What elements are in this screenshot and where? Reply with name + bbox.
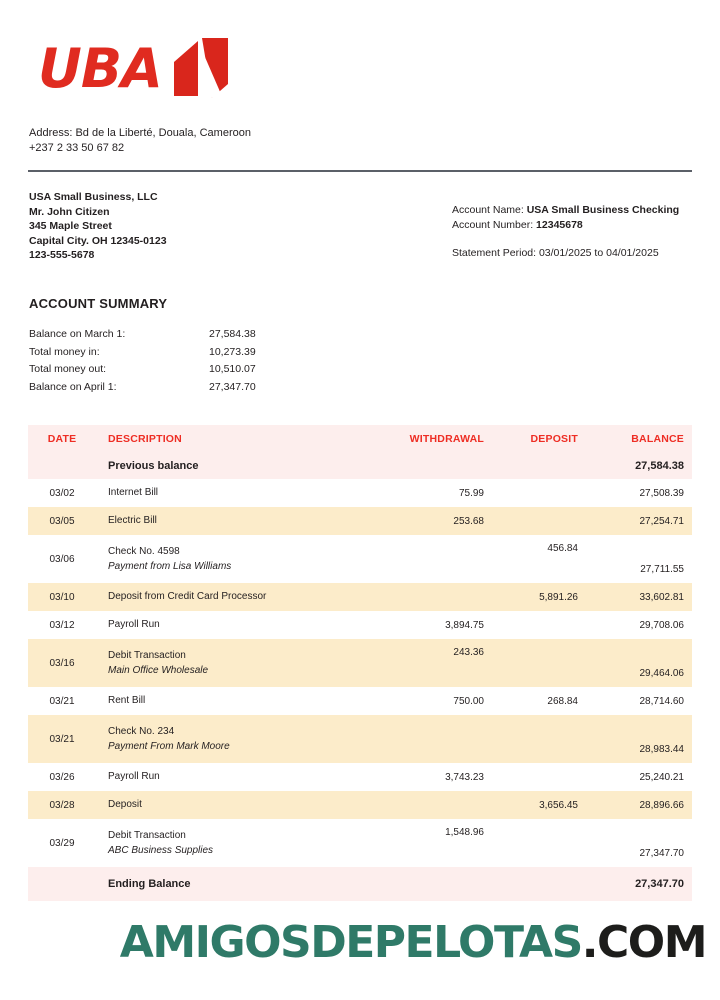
table-row <box>28 687 692 715</box>
row-deposit: 3,656.45 <box>539 799 578 811</box>
row-description-main: Payroll Run <box>108 619 160 630</box>
row-date: 03/06 <box>49 553 75 565</box>
table-row <box>28 639 692 687</box>
row-balance: 29,464.06 <box>639 668 684 679</box>
row-balance: 27,347.70 <box>639 848 684 859</box>
row-description-main: Check No. 234 <box>108 725 175 737</box>
summary-label: Total money out: <box>29 363 107 375</box>
row-date: 03/29 <box>49 837 75 849</box>
customer-street: 345 Maple Street <box>29 220 112 233</box>
customer-city-state-zip: Capital City. OH 12345-0123 <box>29 234 167 247</box>
row-description <box>96 829 378 858</box>
table-row <box>28 535 692 583</box>
table-row <box>28 819 692 867</box>
summary-label: Total money in: <box>29 345 100 358</box>
account-name-row <box>452 203 679 218</box>
row-description <box>96 770 378 784</box>
account-name-label: Account Name: <box>452 204 524 216</box>
row-withdrawal: 75.99 <box>458 487 484 499</box>
summary-value: 10,510.07 <box>209 363 256 375</box>
column-header-description: DESCRIPTION <box>108 433 182 445</box>
row-balance: 25,240.21 <box>639 771 684 783</box>
row-deposit <box>496 639 588 647</box>
row-description-sub: Main Office Wholesale <box>108 664 209 676</box>
row-description-main: Internet Bill <box>108 487 159 498</box>
row-deposit: 456.84 <box>547 543 578 554</box>
account-name-value: USA Small Business Checking <box>526 204 680 216</box>
account-summary-title: ACCOUNT SUMMARY <box>29 296 168 311</box>
bank-phone: +237 2 33 50 67 82 <box>29 142 125 154</box>
row-description-main: Rent Bill <box>108 695 146 706</box>
bank-logo <box>38 33 230 105</box>
row-balance: 27,508.39 <box>639 487 684 499</box>
summary-value: 27,347.70 <box>209 380 256 393</box>
row-description <box>96 618 378 632</box>
table-row <box>28 479 692 507</box>
ending-balance-row <box>28 867 692 901</box>
row-description-main: Electric Bill <box>108 515 157 526</box>
row-description-sub: ABC Business Supplies <box>108 844 214 856</box>
row-balance: 28,983.44 <box>639 744 684 755</box>
previous-balance-row <box>28 453 692 479</box>
summary-value: 10,273.39 <box>209 345 256 358</box>
account-number-label: Account Number: <box>452 218 534 231</box>
row-description <box>96 649 378 678</box>
bank-logo-text: UBA <box>38 37 162 100</box>
table-row <box>28 611 692 639</box>
row-description-main: Debit Transaction <box>108 829 186 841</box>
row-deposit: 5,891.26 <box>539 591 578 603</box>
summary-label: Balance on March 1: <box>29 328 126 340</box>
column-header-deposit: DEPOSIT <box>530 433 578 445</box>
row-description <box>96 798 378 812</box>
row-balance: 29,708.06 <box>639 619 684 631</box>
summary-row <box>29 361 329 379</box>
summary-label: Balance on April 1: <box>29 380 117 393</box>
row-description-sub: Payment from Lisa Williams <box>108 560 232 572</box>
row-description <box>96 486 378 500</box>
column-header-withdrawal: WITHDRAWAL <box>409 433 484 445</box>
row-description-sub: Payment From Mark Moore <box>108 740 230 752</box>
row-withdrawal: 750.00 <box>453 695 484 707</box>
row-date: 03/21 <box>49 733 75 745</box>
transactions-table <box>28 425 692 901</box>
column-header-balance: BALANCE <box>631 433 684 445</box>
summary-value: 27,584.38 <box>209 328 256 340</box>
table-row <box>28 791 692 819</box>
row-description <box>96 725 378 754</box>
row-withdrawal: 253.68 <box>453 515 484 527</box>
row-balance: 28,896.66 <box>639 799 684 811</box>
row-withdrawal: 1,548.96 <box>445 827 484 838</box>
row-date: 03/26 <box>49 771 75 783</box>
watermark-suffix: .COM <box>581 917 706 968</box>
row-description-main: Deposit <box>108 799 142 810</box>
row-description <box>96 545 378 574</box>
row-balance: 27,711.55 <box>640 564 684 575</box>
uba-swoosh-logo-icon <box>172 36 230 102</box>
watermark <box>0 917 720 968</box>
table-row <box>28 715 692 763</box>
row-description <box>96 694 378 708</box>
row-withdrawal: 243.36 <box>453 647 484 658</box>
row-date: 03/02 <box>49 487 75 499</box>
row-description-main: Payroll Run <box>108 771 160 782</box>
row-balance: 27,254.71 <box>639 515 684 527</box>
customer-address-block <box>29 190 167 263</box>
table-row <box>28 507 692 535</box>
row-deposit <box>496 715 588 723</box>
row-date: 03/28 <box>49 799 75 811</box>
table-header-row <box>28 425 692 453</box>
watermark-primary: AMIGOSDEPELOTAS <box>119 917 582 968</box>
previous-balance-label: Previous balance <box>108 460 199 472</box>
table-row <box>28 583 692 611</box>
bank-address <box>29 126 251 156</box>
row-withdrawal <box>378 715 496 723</box>
ending-balance-amount: 27,347.70 <box>635 878 684 890</box>
customer-name: Mr. John Citizen <box>29 205 110 218</box>
row-description <box>96 514 378 528</box>
bank-address-line1: Address: Bd de la Liberté, Douala, Cameroon <box>29 127 251 139</box>
row-deposit <box>496 819 588 827</box>
ending-balance-label: Ending Balance <box>108 878 191 890</box>
row-date: 03/21 <box>49 695 75 707</box>
account-summary-list <box>29 326 329 396</box>
previous-balance-amount: 27,584.38 <box>635 460 684 472</box>
row-balance: 28,714.60 <box>639 695 684 707</box>
row-description-main: Deposit from Credit Card Processor <box>108 591 267 602</box>
row-date: 03/16 <box>49 657 75 669</box>
row-date: 03/12 <box>49 619 75 631</box>
row-withdrawal: 3,894.75 <box>445 619 484 631</box>
row-date: 03/10 <box>49 591 75 603</box>
row-date: 03/05 <box>49 515 75 527</box>
summary-row <box>29 326 329 344</box>
row-description-main: Check No. 4598 <box>108 545 180 557</box>
table-row <box>28 763 692 791</box>
row-deposit: 268.84 <box>547 695 578 707</box>
row-description <box>96 590 378 604</box>
statement-period: Statement Period: 03/01/2025 to 04/01/2025 <box>452 247 659 259</box>
row-withdrawal: 3,743.23 <box>445 771 484 783</box>
column-header-date: DATE <box>47 433 77 445</box>
customer-phone: 123-555-5678 <box>29 249 95 262</box>
summary-row <box>29 344 329 362</box>
account-number-value: 12345678 <box>536 218 583 231</box>
row-description-main: Debit Transaction <box>108 649 186 661</box>
row-withdrawal <box>378 535 496 543</box>
summary-row <box>29 379 329 397</box>
header-divider <box>28 170 692 172</box>
account-info-block <box>452 203 679 261</box>
account-number-row <box>452 218 679 233</box>
customer-company: USA Small Business, LLC <box>29 191 158 203</box>
row-balance: 33,602.81 <box>639 591 684 603</box>
